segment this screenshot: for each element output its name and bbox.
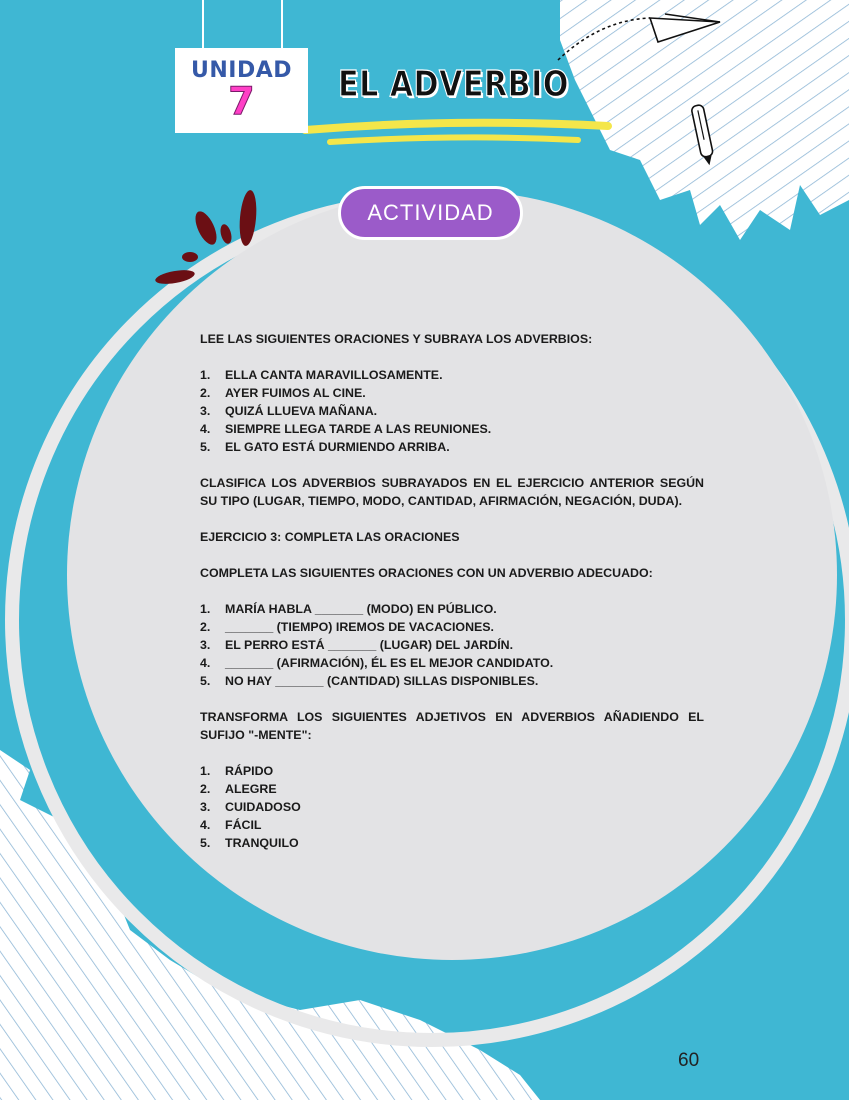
sentence-list-1 [200, 366, 704, 456]
highlight-stroke [330, 137, 578, 142]
instruction-4: TRANSFORMA LOS SIGUIENTES ADJETIVOS EN ADVERBIOS AÑADIENDO EL SUFIJO "-MENTE": [200, 710, 704, 742]
list-item: 2. AYER FUIMOS AL CINE. [200, 386, 366, 400]
page-title: EL ADVERBIO [338, 64, 569, 105]
list-item: 1. ELLA CANTA MARAVILLOSAMENTE. [200, 368, 443, 382]
page-number: 60 [678, 1050, 700, 1071]
list-item: 5. EL GATO ESTÁ DURMIENDO ARRIBA. [200, 440, 450, 454]
unit-label: UNIDAD [190, 58, 292, 83]
list-item: 4. FÁCIL [200, 818, 262, 832]
unit-card [175, 48, 308, 133]
list-item: 2. _______ (TIEMPO) IREMOS DE VACACIONES. [200, 620, 494, 634]
list-item: 1. MARÍA HABLA _______ (MODO) EN PÚBLICO. [200, 602, 497, 616]
list-item: 3. CUIDADOSO [200, 800, 301, 814]
list-item: 3. QUIZÁ LLUEVA MAÑANA. [200, 404, 378, 418]
instruction-1: LEE LAS SIGUIENTES ORACIONES Y SUBRAYA LOS ADVERBIOS: [200, 332, 593, 346]
adjective-list [200, 762, 704, 852]
highlight-stroke [305, 123, 608, 130]
list-item: 5. TRANQUILO [200, 836, 299, 850]
exercise-3-heading: EJERCICIO 3: COMPLETA LAS ORACIONES [200, 530, 460, 544]
sentence-list-3 [200, 600, 704, 690]
unit-number: 7 [228, 79, 255, 123]
activity-badge: ACTIVIDAD [338, 186, 523, 240]
list-item: 4. _______ (AFIRMACIÓN), ÉL ES EL MEJOR CANDIDATO. [200, 656, 554, 670]
list-item: 3. EL PERRO ESTÁ _______ (LUGAR) DEL JARDÍN. [200, 638, 514, 652]
list-item: 2. ALEGRE [200, 782, 277, 796]
instruction-2: CLASIFICA LOS ADVERBIOS SUBRAYADOS EN EL EJERCICIO ANTERIOR SEGÚN SU TIPO (LUGAR, TIEMPO, MODO, CANTIDAD, AFIRMACIÓN, NEGACIÓN, DUDA). [200, 476, 704, 508]
list-item: 4. SIEMPRE LLEGA TARDE A LAS REUNIONES. [200, 422, 492, 436]
list-item: 5. NO HAY _______ (CANTIDAD) SILLAS DISPONIBLES. [200, 674, 539, 688]
activity-content [200, 330, 704, 870]
list-item: 1. RÁPIDO [200, 764, 274, 778]
instruction-3: COMPLETA LAS SIGUIENTES ORACIONES CON UN ADVERBIO ADECUADO: [200, 566, 653, 580]
